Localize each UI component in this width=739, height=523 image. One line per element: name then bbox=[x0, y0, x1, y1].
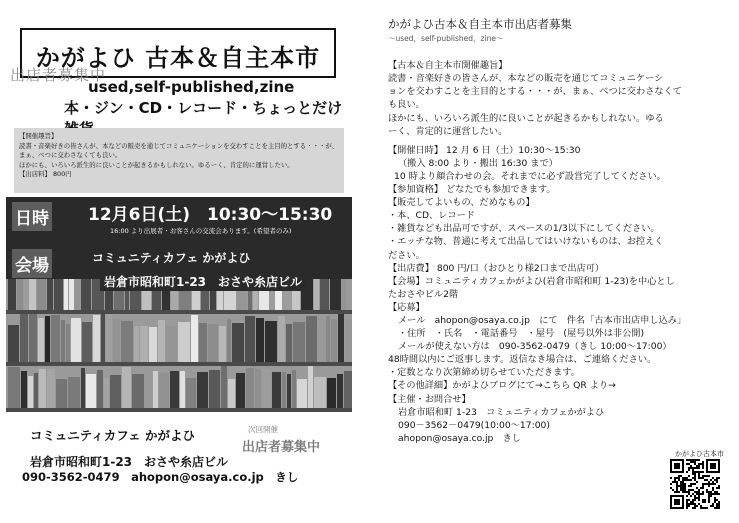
book-spine bbox=[326, 316, 330, 362]
book-spine bbox=[8, 367, 20, 408]
book-spine bbox=[145, 373, 152, 408]
book-spine bbox=[153, 371, 158, 408]
doc-line: ・雑貨なども出品可ですが、スペースの1/3以下にしてください。 bbox=[388, 223, 660, 235]
book-spine bbox=[232, 323, 244, 362]
doc-line: メール ahopon@osaya.co.jp にて 件名「古本市出店申し込み」 bbox=[398, 314, 687, 326]
doc-line: も良い。 bbox=[388, 99, 425, 111]
footer-contact: 090-3562-0479 ahopon@osaya.co.jp きし bbox=[22, 470, 299, 484]
info-box bbox=[14, 128, 344, 193]
book-spine bbox=[246, 368, 254, 408]
book-spine bbox=[265, 321, 277, 362]
book-spine bbox=[197, 372, 208, 408]
shelf-board bbox=[6, 408, 352, 412]
recruit-stamp: 出店者募集中 bbox=[10, 66, 107, 84]
book-spine bbox=[292, 370, 296, 408]
book-spine bbox=[327, 378, 336, 408]
book-spine bbox=[186, 378, 196, 408]
doc-line: ・定数となり次第締め切らせていただきます。 bbox=[388, 367, 580, 379]
shelf-board bbox=[6, 362, 352, 366]
info-line: 【開催趣旨】 bbox=[19, 132, 58, 140]
book-spine bbox=[221, 366, 227, 408]
book-spine bbox=[170, 371, 179, 408]
doc-line: ョンを交わすことを主目的とする・・・が、まぁ、べつに交わさなくて bbox=[388, 86, 682, 98]
book-spine bbox=[191, 315, 198, 362]
book-spine bbox=[262, 369, 271, 408]
book-spine bbox=[297, 379, 307, 408]
book-spine bbox=[24, 278, 28, 310]
book-spine bbox=[320, 278, 329, 310]
doc-line: メールが使えない方は 090-3562-0479（きし 10:00～17:00） bbox=[398, 341, 672, 353]
book-spine bbox=[38, 318, 44, 362]
doc-line: たおさやビル2階 bbox=[388, 288, 459, 300]
book-spine bbox=[178, 322, 190, 362]
book-spine bbox=[228, 379, 235, 408]
doc-line: 48時間以内にご返事します。返信なき場合は、ご連絡ください。 bbox=[388, 354, 657, 366]
book-spine bbox=[208, 324, 218, 362]
doc-line: 【応募】 bbox=[388, 301, 425, 313]
book-spine bbox=[122, 367, 131, 408]
doc-line: 10 時より顔合わせの会。それまでに必ず設営完了してください。 bbox=[394, 170, 666, 182]
shelf-board bbox=[6, 310, 352, 314]
flyer-subtitle-jp: 本・ジン・CD・レコード・ちょっとだけ bbox=[64, 99, 343, 117]
book-spine bbox=[180, 371, 185, 408]
qr-label: かがよひ古本市 bbox=[675, 450, 724, 458]
book-spine bbox=[149, 327, 157, 362]
doc-line: 【会場】コミュニティカフェかがよひ(岩倉市昭和町 1-23)を中心とし bbox=[388, 275, 675, 287]
book-spine bbox=[209, 370, 220, 408]
book-spine bbox=[219, 326, 226, 362]
book-spine bbox=[134, 326, 139, 362]
doc-title: かがよひ古本＆自主本市出店者募集 bbox=[388, 17, 572, 31]
book-spine bbox=[272, 372, 281, 408]
book-spine bbox=[106, 314, 112, 362]
book-spine bbox=[101, 314, 105, 362]
event-date: 12月6日(土) 10:30～15:30 bbox=[88, 205, 333, 225]
footer-recruit: 出店者募集中 bbox=[242, 440, 321, 455]
recruit-document bbox=[388, 18, 734, 445]
doc-subtitle: ～used，self-published，zine～ bbox=[388, 34, 504, 44]
doc-line: 【参加資格】 どなたでも参加できます。 bbox=[388, 184, 556, 196]
book-spine bbox=[66, 324, 70, 362]
book-spine bbox=[20, 314, 28, 362]
book-spine bbox=[338, 314, 344, 362]
book-spine bbox=[256, 318, 264, 362]
book-spine bbox=[331, 319, 337, 362]
doc-line: 【その他詳細】かがよひブログにて→こちら QR より→ bbox=[388, 380, 616, 392]
book-spine bbox=[278, 316, 285, 362]
doc-line: 【古本＆自主本市開催趣旨】 bbox=[388, 60, 508, 72]
doc-line: （搬入 8:00 より・搬出 16:30 まで） bbox=[398, 157, 558, 169]
book-spine bbox=[314, 377, 326, 408]
book-spine bbox=[82, 322, 92, 362]
book-spine bbox=[47, 369, 55, 408]
book-spine bbox=[61, 320, 65, 362]
book-spine bbox=[29, 314, 37, 362]
book-spine bbox=[158, 320, 165, 362]
flyer-subtitle-en: used,self-published,zine bbox=[88, 78, 295, 96]
footer-venue: コミュニティカフェ かがよひ bbox=[30, 428, 195, 443]
book-spine bbox=[93, 315, 100, 362]
date-label: 日時 bbox=[12, 202, 52, 231]
book-spine bbox=[345, 320, 352, 362]
book-spine bbox=[68, 377, 80, 408]
book-spine bbox=[34, 373, 38, 408]
book-spine bbox=[308, 366, 313, 408]
doc-line: ・エッチな物、普通に考えて出品してはいけないものは、お控えく bbox=[388, 236, 664, 248]
book-spine bbox=[245, 316, 255, 362]
book-spine bbox=[255, 369, 261, 408]
book-spine bbox=[47, 275, 53, 310]
book-spine bbox=[121, 321, 133, 362]
doc-line: ahopon@osaya.co.jp きし bbox=[398, 432, 521, 444]
book-spine bbox=[306, 316, 317, 362]
venue-address: 岩倉市昭和町1-23 おさや糸店ビル bbox=[100, 272, 306, 291]
book-spine bbox=[286, 324, 292, 362]
book-spine bbox=[293, 322, 305, 362]
book-spine bbox=[45, 316, 50, 362]
book-spine bbox=[236, 373, 245, 408]
book-spine bbox=[113, 319, 120, 362]
book-spine bbox=[97, 370, 103, 408]
info-line: 【出店料】 800円 bbox=[19, 170, 72, 178]
book-spine bbox=[21, 371, 27, 408]
doc-line: ・本、CD、レコード bbox=[388, 210, 475, 222]
doc-line: ださい。 bbox=[388, 249, 425, 261]
book-spine bbox=[166, 326, 177, 362]
book-spine bbox=[159, 373, 169, 408]
doc-line: 090－3562－0479(10:00～17:00) bbox=[398, 419, 550, 431]
venue-label: 会場 bbox=[12, 249, 52, 278]
qr-code-icon[interactable] bbox=[670, 459, 720, 509]
book-spine bbox=[8, 325, 19, 362]
book-spine bbox=[64, 279, 68, 310]
book-spine bbox=[110, 375, 121, 408]
book-spine bbox=[71, 318, 81, 362]
venue-name: コミュニティカフェ かがよひ bbox=[92, 251, 251, 265]
flyer bbox=[6, 4, 352, 516]
book-spine bbox=[140, 326, 148, 362]
info-line: ほかにも、いろいろ派生的に良いことが起きるかもしれない。ゆるーく、肯定的に運営したい。 bbox=[19, 160, 294, 169]
footer-address: 岩倉市昭和町1-23 おさや糸店ビル bbox=[30, 455, 229, 469]
book-spine bbox=[132, 374, 144, 408]
date-band bbox=[6, 197, 352, 245]
book-spine bbox=[287, 374, 291, 408]
book-spine bbox=[28, 376, 33, 408]
book-spine bbox=[56, 379, 67, 408]
book-spine bbox=[344, 371, 352, 408]
date-note: 16:00 より出展者・お客さんの交流会あります。(希望者のみ) bbox=[110, 227, 292, 235]
book-spine bbox=[337, 374, 343, 408]
book-spine bbox=[81, 368, 85, 408]
book-spine bbox=[199, 323, 207, 362]
doc-line: ーく、肯定的に運営したい。 bbox=[388, 125, 508, 137]
doc-line: ・住所 ・氏名 ・電話番号 ・屋号 (屋号以外は非公開) bbox=[398, 328, 645, 340]
doc-line: 【開催日時】 12 月 6 日（土）10:30～15:30 bbox=[388, 144, 581, 156]
book-spine bbox=[227, 319, 231, 362]
doc-line: 読書・音楽好きの皆さんが、本などの販売を通じてコミュニケーシ bbox=[388, 73, 664, 85]
book-spine bbox=[282, 372, 286, 408]
footer-next: 次回開催 bbox=[248, 425, 278, 434]
book-spine bbox=[51, 315, 60, 362]
info-line: 読書・音楽好きの皆さんが、本などの販売を通じてコミュニケーションを交わすことを主目的とする・・・が、 bbox=[19, 141, 339, 150]
book-spine bbox=[39, 369, 46, 408]
doc-line: 岩倉市昭和町 1-23 コミュニティカフェかがよひ bbox=[398, 406, 605, 418]
book-spine bbox=[86, 374, 96, 408]
info-line: まぁ、べつに交わさなくても良い。 bbox=[19, 151, 122, 159]
book-spine bbox=[104, 378, 109, 408]
book-spine bbox=[318, 326, 325, 362]
book-spine bbox=[314, 275, 319, 310]
doc-line: ほかにも、いろいろ派生的に良いことが起きるかもしれない。ゆる bbox=[388, 112, 664, 124]
doc-line: 【主催・お問合せ】 bbox=[388, 393, 471, 405]
doc-line: 【出店費】 800 円/口（おひとり様2口まで出店可） bbox=[388, 262, 605, 274]
doc-line: 【販売してよいもの、だめなもの】 bbox=[388, 197, 535, 209]
flyer-title: かがよひ 古本＆自主本市 bbox=[35, 43, 321, 72]
